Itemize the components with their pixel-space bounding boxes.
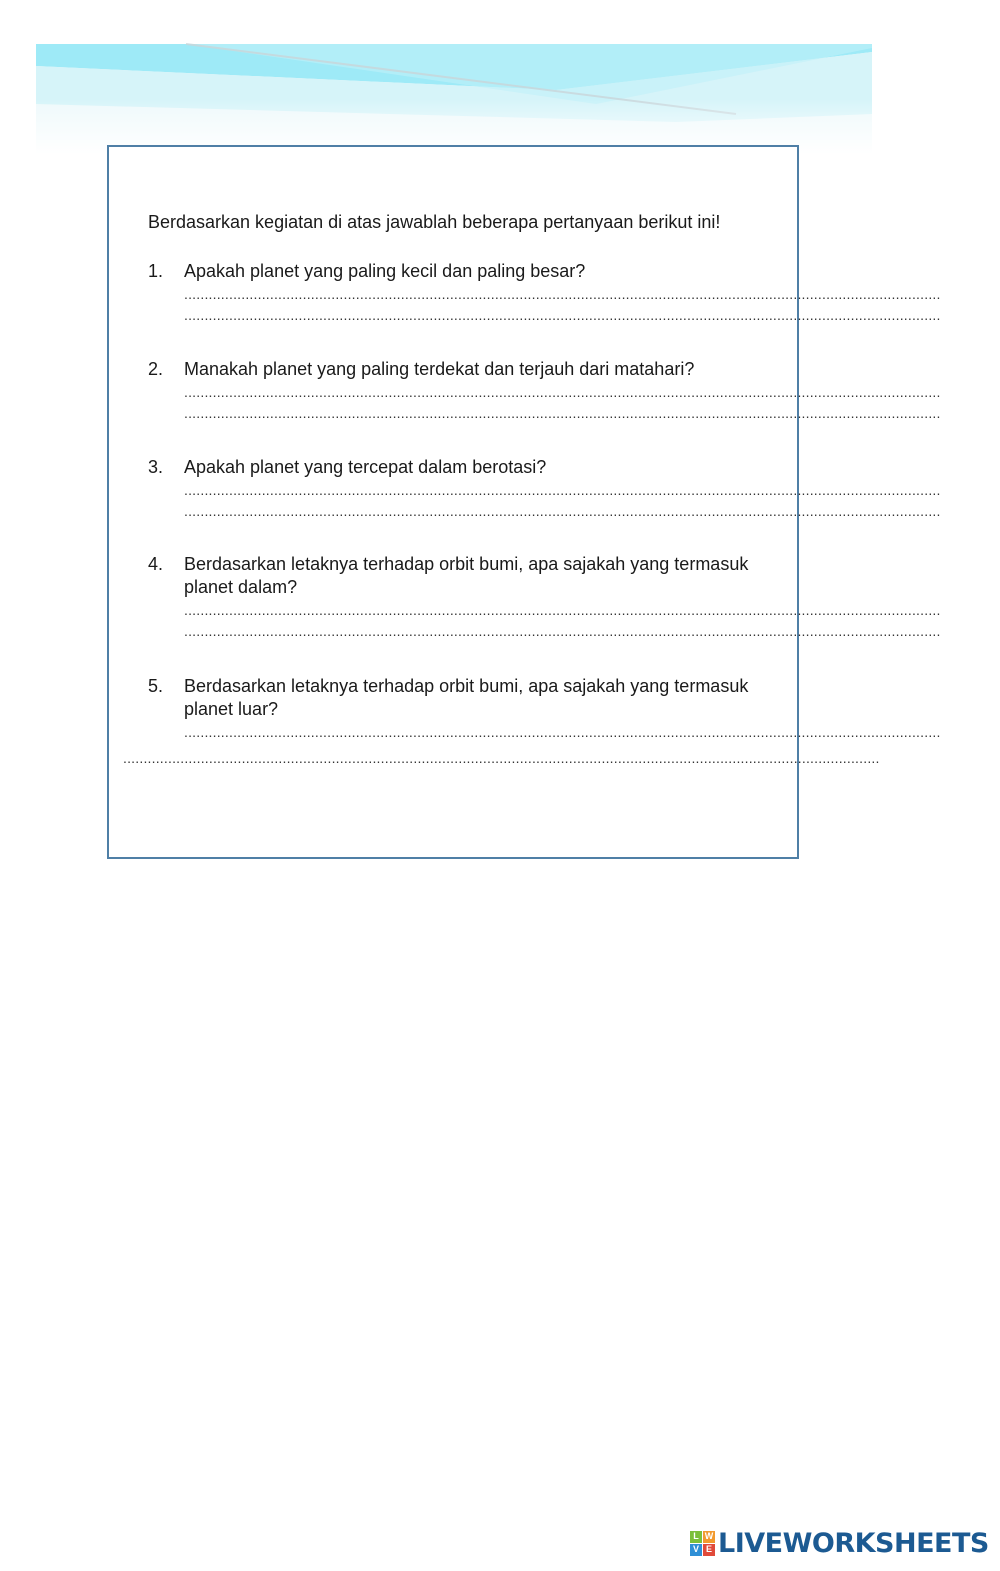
question-number: 1. [148, 261, 164, 281]
logo-tile: V [690, 1544, 702, 1556]
answer-line[interactable]: ......................................................................................................................................................................................... [184, 724, 941, 740]
answer-line[interactable]: ......................................................................................................................................................................................... [184, 384, 941, 400]
logo-text: LIVEWORKSHEETS [718, 1527, 989, 1559]
logo-icon [690, 1531, 715, 1556]
question-number: 3. [148, 457, 164, 477]
question-text-line-1: Berdasarkan letaknya terhadap orbit bumi, apa sajakah yang termasuk [184, 676, 749, 696]
question-4 [148, 553, 941, 643]
question-number: 4. [148, 554, 164, 574]
answer-line[interactable]: ......................................................................................................................................................................................... [184, 482, 941, 498]
question-3 [148, 456, 941, 523]
question-text: Manakah planet yang paling terdekat dan terjauh dari matahari? [184, 359, 695, 379]
answer-line[interactable]: ......................................................................................................................................................................................... [184, 286, 941, 302]
question-text: Apakah planet yang tercepat dalam berotasi? [184, 457, 547, 477]
worksheet-card [107, 145, 941, 859]
answer-line[interactable]: ......................................................................................................................................................................................... [184, 503, 941, 519]
question-5 [148, 675, 941, 744]
question-text-line-2: planet dalam? [184, 577, 298, 597]
question-text-line-2: planet luar? [184, 699, 279, 719]
instructions-text: Berdasarkan kegiatan di atas jawablah beberapa pertanyaan berikut ini! [148, 212, 721, 232]
answer-line[interactable]: ......................................................................................................................................................................................... [184, 602, 941, 618]
logo-tile: W [704, 1531, 714, 1541]
answer-line[interactable]: ......................................................................................................................................................................................... [184, 307, 941, 323]
logo-tile: E [703, 1544, 715, 1556]
answer-line-final[interactable]: ......................................................................................................................................................................................... [123, 750, 880, 766]
question-number: 2. [148, 359, 164, 379]
question-2 [148, 358, 941, 425]
liveworksheets-logo [690, 1528, 989, 1558]
question-text-line-1: Berdasarkan letaknya terhadap orbit bumi, apa sajakah yang termasuk [184, 554, 749, 574]
logo-tile: L [690, 1531, 702, 1543]
question-text: Apakah planet yang paling kecil dan paling besar? [184, 261, 586, 281]
question-1 [148, 260, 941, 327]
answer-line[interactable]: ......................................................................................................................................................................................... [184, 405, 941, 421]
answer-line[interactable]: ......................................................................................................................................................................................... [184, 623, 941, 639]
header-banner [36, 44, 872, 154]
question-number: 5. [148, 676, 164, 696]
